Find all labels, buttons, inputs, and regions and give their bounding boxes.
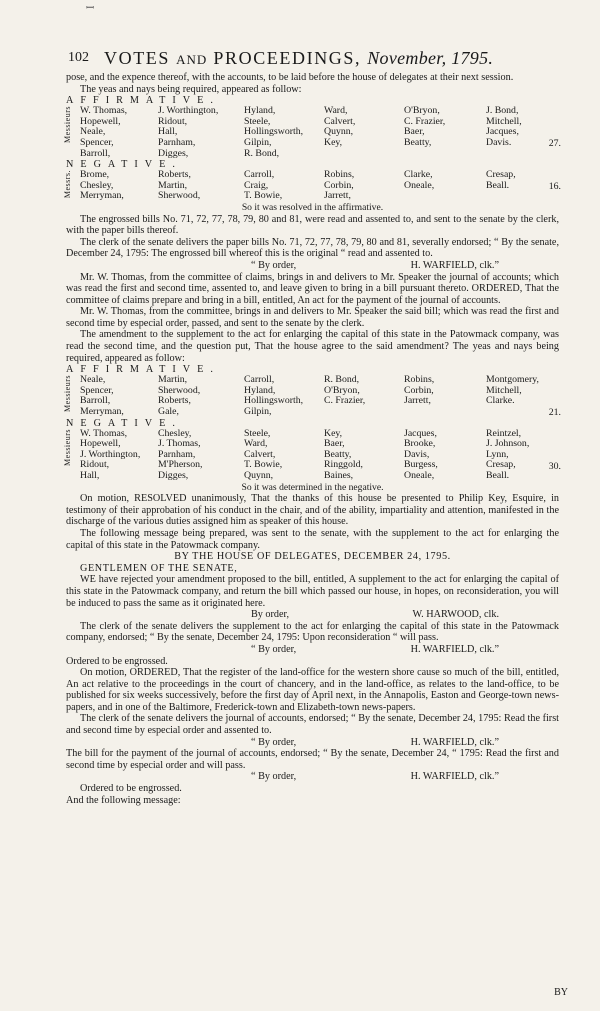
vote-side-label: Messieurs bbox=[63, 375, 72, 413]
vote-result-1: So it was resolved in the affirmative. bbox=[241, 201, 384, 213]
voter-name: R. Bond, bbox=[324, 374, 360, 386]
voter-name: Barroll, bbox=[80, 395, 111, 407]
paragraph-clerk-2: The clerk of the senate delivers the supplement to the act for enlarging the capital of this state in the Patowmack company, endorsed; “ By the senate, December 24, 1795: Upon reconsideration “ will pass. bbox=[66, 620, 559, 644]
voter-name: Chesley, bbox=[158, 427, 192, 439]
paragraph-intro: pose, and the expence thereof, with the accounts, to be laid before the house of delegates at their next session. bbox=[66, 72, 514, 83]
voter-name: Carroll, bbox=[244, 374, 275, 386]
paragraph-yeas-1: The yeas and nays being required, appeared as follow: bbox=[80, 83, 302, 95]
vote-row bbox=[80, 181, 558, 192]
voter-name: J. Thomas, bbox=[158, 438, 201, 450]
voter-name: Barroll, bbox=[80, 147, 111, 159]
voter-name: J. Worthington, bbox=[80, 448, 141, 460]
vote-row bbox=[80, 191, 558, 202]
catchword: BY bbox=[554, 987, 568, 998]
voter-name: Hyland, bbox=[244, 384, 276, 396]
voter-name: Beatty, bbox=[404, 136, 432, 148]
voter-name: Corbin, bbox=[404, 384, 434, 396]
vote-side-label: Messrs. bbox=[63, 170, 72, 199]
voter-name: Carroll, bbox=[244, 169, 275, 181]
voter-name: W. Thomas, bbox=[80, 427, 128, 439]
paragraph-ordered-2: Ordered to be engrossed. bbox=[80, 783, 182, 795]
voter-name: Key, bbox=[324, 136, 343, 148]
vote-count: 30. bbox=[548, 460, 561, 472]
voter-name: Sherwood, bbox=[158, 190, 201, 202]
paragraph-motion-thanks: On motion, RESOLVED unanimously, That the thanks of this house be presented to Philip Key, Esquire, in testimony of their approbation of his conduct in the chair, and of the ability, impartiality and attention, manifested in the discharge of the various duties assigned him as speaker of this house. bbox=[66, 493, 559, 528]
voter-name: Merryman, bbox=[80, 406, 124, 418]
voter-name: Digges, bbox=[158, 147, 189, 159]
voter-name: T. Bowie, bbox=[244, 190, 283, 202]
voter-name: Roberts, bbox=[158, 395, 191, 407]
voter-name: C. Frazier, bbox=[324, 395, 366, 407]
vote-affirmative-1 bbox=[63, 95, 561, 159]
voter-name: Sherwood, bbox=[158, 384, 201, 396]
voter-name: Martin, bbox=[158, 179, 188, 191]
voter-name bbox=[404, 191, 486, 202]
voter-name: Ward, bbox=[324, 105, 348, 117]
voter-name: Hyland, bbox=[244, 105, 276, 117]
voter-name: Reintzel, bbox=[486, 427, 522, 439]
voter-name: Key, bbox=[324, 427, 343, 439]
voter-name: Hollingsworth, bbox=[244, 126, 304, 138]
voter-name: Calvert, bbox=[324, 115, 356, 127]
paragraph-thomas-2: Mr. W. Thomas, from the committee, brings in and delivers to Mr. Speaker the said bill; which was read the first and second time by especial order, passed, and sent to the senate by the clerk. bbox=[66, 306, 559, 329]
voter-name: Ridout, bbox=[158, 115, 188, 127]
voter-name: Robins, bbox=[404, 374, 435, 386]
voter-name: Merryman, bbox=[80, 190, 124, 202]
document-body bbox=[63, 72, 561, 806]
message-body: WE have rejected your amendment proposed to the bill, entitled, A supplement to the act for enlarging the capital of this state in the Patowmack company, and return the bill which passed our house, in hopes, on reconsideration, you will be induced to pass the same as it originated here. bbox=[66, 574, 559, 609]
voter-name: Quynn, bbox=[324, 126, 354, 138]
voter-name: Clarke, bbox=[404, 169, 433, 181]
vote-count: 21. bbox=[548, 407, 561, 419]
voter-name bbox=[404, 407, 486, 418]
voter-name: Calvert, bbox=[244, 448, 276, 460]
voter-name: Neale, bbox=[80, 374, 106, 386]
voter-name: Beall. bbox=[486, 470, 510, 481]
vote-count: 27. bbox=[548, 138, 561, 150]
vote-names-table bbox=[80, 429, 558, 482]
voter-name bbox=[324, 149, 404, 160]
voter-name: Hall, bbox=[158, 126, 178, 138]
voter-name: Digges, bbox=[158, 470, 189, 481]
voter-name: Chesley, bbox=[80, 179, 114, 191]
page-number: 102 bbox=[68, 50, 89, 65]
voter-name: Hall, bbox=[80, 470, 100, 481]
voter-name: Beall. bbox=[486, 179, 510, 191]
signature-4: “ By order, H. WARFIELD, clk.” bbox=[251, 736, 499, 748]
voter-name: Parnham, bbox=[158, 448, 196, 460]
signature-2: By order, W. HARWOOD, clk. bbox=[251, 609, 499, 621]
voter-name: Hopewell, bbox=[80, 438, 121, 450]
voter-name bbox=[404, 149, 486, 160]
voter-name: Spencer, bbox=[80, 384, 114, 396]
vote-row bbox=[80, 471, 558, 482]
vote-affirmative-2 bbox=[63, 364, 561, 419]
voter-name: Quynn, bbox=[244, 470, 274, 481]
voter-name: Robins, bbox=[324, 169, 355, 181]
voter-name: Craig, bbox=[244, 179, 269, 191]
voter-name: R. Bond, bbox=[244, 147, 280, 159]
voter-name: Lynn, bbox=[486, 448, 509, 460]
voter-name: Baer, bbox=[404, 126, 425, 138]
vote-names-table bbox=[80, 170, 558, 202]
vote-count: 16. bbox=[548, 181, 561, 193]
voter-name bbox=[486, 407, 558, 418]
vote-row bbox=[80, 149, 558, 160]
voter-name: Martin, bbox=[158, 374, 188, 386]
vote-heading: NEGATIVE. bbox=[66, 417, 182, 429]
paragraph-bill: The bill for the payment of the journal of accounts, endorsed; “ By the senate, December 24, “ 1795: Read the first and second time by especial order and will pass. bbox=[66, 748, 559, 771]
message-salutation: GENTLEMEN OF THE SENATE, bbox=[80, 562, 238, 574]
voter-name: Brooke, bbox=[404, 438, 436, 450]
vote-names-table bbox=[80, 375, 558, 417]
running-header bbox=[68, 48, 558, 70]
voter-name: Roberts, bbox=[158, 169, 191, 181]
voter-name bbox=[324, 407, 404, 418]
voter-name: Baines, bbox=[324, 470, 354, 481]
voter-name: Burgess, bbox=[404, 459, 438, 471]
voter-name: O'Bryon, bbox=[404, 105, 440, 117]
voter-name: J. Bond, bbox=[486, 105, 519, 117]
voter-name: Spencer, bbox=[80, 136, 114, 148]
voter-name: Jarrett, bbox=[324, 190, 351, 202]
voter-name: Hollingsworth, bbox=[244, 395, 304, 407]
message-heading: BY THE HOUSE OF DELEGATES, DECEMBER 24, 1795. bbox=[174, 551, 451, 563]
voter-name: Brome, bbox=[80, 169, 110, 181]
voter-name: Oneale, bbox=[404, 179, 435, 191]
paragraph-motion-land-office: On motion, ORDERED, That the register of the land-office for the western shore cause so much of the bill, entitled, An act relative to the proceedings in the court of chancery, and in the land-office, as relates to the land-office, to be published for six weeks successively, before the first day of April next, in the Annapolis, Easton and George-town news-papers, and in one of the Baltimore, Frederick-town and Elizabeth-town news-papers. bbox=[66, 667, 559, 713]
vote-negative-1 bbox=[63, 159, 561, 202]
voter-name: Mitchell, bbox=[486, 115, 522, 127]
running-title: VOTES AND PROCEEDINGS, November, 1795. bbox=[104, 48, 494, 68]
voter-name: W. Thomas, bbox=[80, 105, 128, 117]
voter-name: Steele, bbox=[244, 115, 271, 127]
signature-5: “ By order, H. WARFIELD, clk.” bbox=[251, 771, 499, 783]
voter-name: Jacques, bbox=[486, 126, 519, 138]
signature-1: “ By order, H. WARFIELD, clk.” bbox=[251, 259, 499, 271]
signature-3: “ By order, H. WARFIELD, clk.” bbox=[251, 643, 499, 655]
paragraph-message: The following message being prepared, was sent to the senate, with the supplement to the act for enlarging the capital of this state in the Patowmack company. bbox=[66, 527, 559, 551]
voter-name: Parnham, bbox=[158, 136, 196, 148]
voter-name: T. Bowie, bbox=[244, 459, 283, 471]
margin-mark: ꟷ bbox=[86, 3, 95, 14]
voter-name: Jarrett, bbox=[404, 395, 431, 407]
paragraph-amendment: The amendment to the supplement to the act for enlarging the capital of this state in the Patowmack company, was read the second time, and the question put, That the house agree to the said amendment? The yeas and nays being required, appeared as follow: bbox=[66, 329, 559, 364]
voter-name bbox=[486, 149, 558, 160]
voter-name: J. Worthington, bbox=[158, 105, 219, 117]
voter-name: Corbin, bbox=[324, 179, 354, 191]
voter-name: Neale, bbox=[80, 126, 106, 138]
voter-name: Cresap, bbox=[486, 459, 516, 471]
voter-name: Beatty, bbox=[324, 448, 352, 460]
vote-row bbox=[80, 396, 558, 407]
voter-name: Gilpin, bbox=[244, 406, 272, 418]
voter-name: Davis, bbox=[404, 448, 430, 460]
vote-result-2: So it was determined in the negative. bbox=[241, 481, 384, 493]
vote-heading: AFFIRMATIVE. bbox=[66, 364, 220, 376]
voter-name bbox=[486, 191, 558, 202]
vote-heading: NEGATIVE. bbox=[66, 159, 182, 171]
voter-name: C. Frazier, bbox=[404, 115, 446, 127]
paragraph-thomas-1: Mr. W. Thomas, from the committee of claims, brings in and delivers to Mr. Speaker the journal of accounts; which was read the first and second time, assented to, and leave given to bring in a bill pursuant thereto. ORDERED, That the committee of claims prepare and bring in a bill, entitled, An act for the payment of the journal of accounts. bbox=[66, 271, 559, 306]
vote-names-table bbox=[80, 106, 558, 159]
paragraph-following: And the following message: bbox=[66, 794, 181, 806]
voter-name: Clarke. bbox=[486, 395, 515, 407]
voter-name: Davis. bbox=[486, 136, 512, 148]
voter-name: O'Bryon, bbox=[324, 384, 360, 396]
vote-row bbox=[80, 138, 558, 149]
paragraph-clerk-3: The clerk of the senate delivers the journal of accounts, endorsed; “ By the senate, December 24, 1795: Read the first and second time by especial order and assented to. bbox=[66, 713, 559, 737]
vote-negative-2 bbox=[63, 417, 561, 482]
vote-row bbox=[80, 407, 558, 418]
voter-name: Ward, bbox=[244, 438, 268, 450]
voter-name: Ridout, bbox=[80, 459, 110, 471]
voter-name: J. Johnson, bbox=[486, 438, 530, 450]
vote-heading: AFFIRMATIVE. bbox=[66, 95, 220, 107]
voter-name: Gale, bbox=[158, 406, 179, 418]
vote-side-label: Messieurs bbox=[63, 106, 72, 144]
voter-name: Montgomery, bbox=[486, 374, 539, 386]
voter-name: Hopewell, bbox=[80, 115, 121, 127]
voter-name: Oneale, bbox=[404, 470, 435, 481]
paragraph-clerk-1: The clerk of the senate delivers the paper bills No. 71, 72, 77, 78, 79, 80 and 81, severally endorsed; “ By the senate, December 24, 1795: The engrossed bill whereof this is the original “ read and assented to. bbox=[66, 236, 559, 260]
voter-name: Cresap, bbox=[486, 169, 516, 181]
voter-name: Ringgold, bbox=[324, 459, 363, 471]
vote-side-label: Messieurs bbox=[63, 428, 72, 466]
voter-name: Gilpin, bbox=[244, 136, 272, 148]
voter-name: Baer, bbox=[324, 438, 345, 450]
voter-name: Jacques, bbox=[404, 427, 437, 439]
paragraph-engrossed: The engrossed bills No. 71, 72, 77, 78, 79, 80 and 81, were read and assented to, and sent to the senate by the clerk, with the paper bills thereof. bbox=[66, 213, 559, 237]
voter-name: Steele, bbox=[244, 427, 271, 439]
voter-name: M'Pherson, bbox=[158, 459, 203, 471]
voter-name: Mitchell, bbox=[486, 384, 522, 396]
paragraph-ordered-1: Ordered to be engrossed. bbox=[66, 655, 168, 667]
